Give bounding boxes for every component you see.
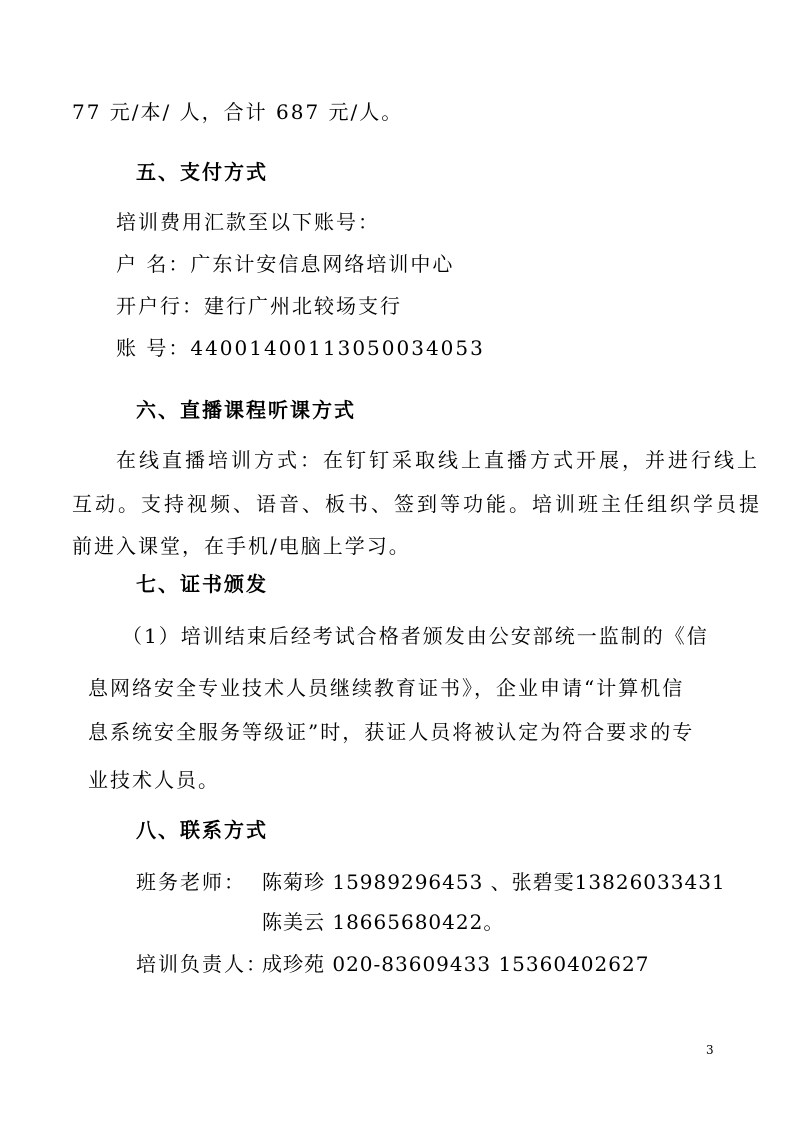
live-course-text-line-1: 在线直播培训方式：在钉钉采取线上直播方式开展，并进行线上 xyxy=(116,448,760,472)
section-heading-live-course: 六、直播课程听课方式 xyxy=(136,398,356,422)
live-course-text-line-2: 互动。支持视频、语音、板书、签到等功能。培训班主任组织学员提 xyxy=(72,492,762,516)
page-number: 3 xyxy=(706,1043,714,1057)
training-lead-label: 培训负责人： xyxy=(136,952,268,976)
bank-name: 开户行：建行广州北较场支行 xyxy=(116,294,402,318)
fee-line: 77 元/本/ 人，合计 687 元/人。 xyxy=(72,100,404,124)
class-teacher-line-2: 陈美云 18665680422。 xyxy=(262,910,505,934)
section-heading-payment: 五、支付方式 xyxy=(136,160,268,184)
live-course-text-line-3: 前进入课堂，在手机/电脑上学习。 xyxy=(72,534,411,558)
certificate-text-line-1: （1）培训结束后经考试合格者颁发由公安部统一监制的《信 xyxy=(122,624,709,648)
account-number: 账 号：44001400113050034053 xyxy=(116,336,485,360)
certificate-text-line-3: 息系统安全服务等级证”时，获证人员将被认定为符合要求的专 xyxy=(88,720,695,744)
section-heading-certificate: 七、证书颁发 xyxy=(136,572,268,596)
class-teacher-label: 班务老师： xyxy=(136,870,246,894)
account-name: 户 名：广东计安信息网络培训中心 xyxy=(116,252,455,276)
section-heading-contact: 八、联系方式 xyxy=(136,818,268,842)
certificate-text-line-4: 业技术人员。 xyxy=(88,768,220,792)
class-teacher-line-1: 陈菊珍 15989296453 、张碧雯13826033431 xyxy=(262,870,726,894)
training-lead-value: 成珍苑 020-83609433 15360402627 xyxy=(262,952,650,976)
payment-intro: 培训费用汇款至以下账号： xyxy=(116,210,380,234)
certificate-text-line-2: 息网络安全专业技术人员继续教育证书》，企业申请“计算机信 xyxy=(88,676,685,700)
